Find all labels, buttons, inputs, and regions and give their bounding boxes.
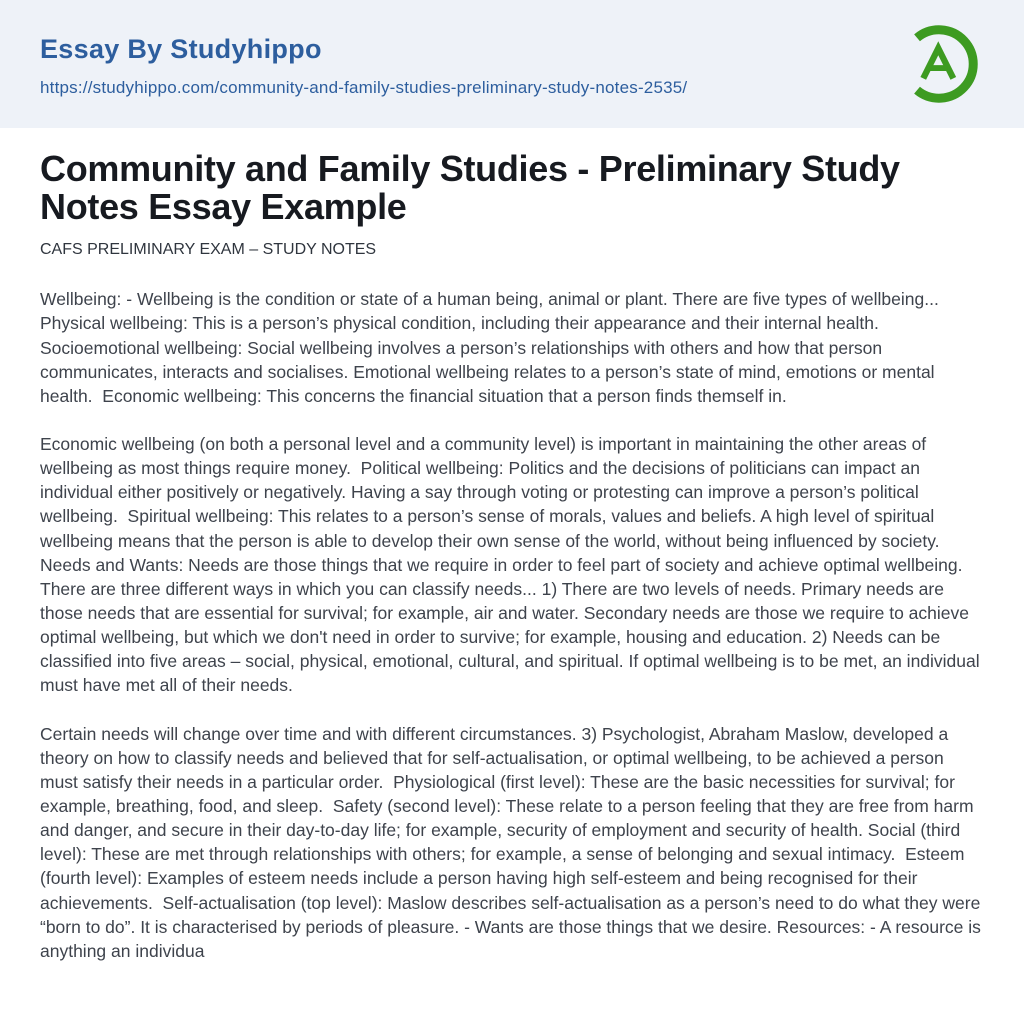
essay-paragraph: Economic wellbeing (on both a personal level and a community level) is important in maintaining the other areas of wellbeing as most things require money. Political wellbeing: Politics and the decisions of politicians can impact an individual either positively or negatively. Having a say through voting or protesting can improve a person’s political wellbeing. Spiritual wellbeing: This relates to a person’s sense of morals, values and beliefs. A high level of spiritual wellbeing means that the person is able to develop their own sense of the world, without being influenced by society. Needs and Wants: Needs are those things that we require in order to feel part of society and achieve optimal wellbeing. There are three different ways in which you can classify needs... 1) There are two levels of needs. Primary needs are those needs that are essential for survival; for example, air and water. Secondary needs are those we require to achieve optimal wellbeing, but which we don't need in order to survive; for example, housing and education. 2) Needs can be classified into five areas – social, physical, emotional, cultural, and spiritual. If optimal wellbeing is to be met, an individual must have met all of their needs. — [40, 434, 985, 696]
essay-body — [40, 287, 984, 963]
site-title: Essay By Studyhippo — [40, 34, 322, 64]
studyhippo-logo-icon — [894, 19, 984, 109]
page-header — [0, 0, 1024, 128]
header-text-block — [40, 30, 687, 98]
studyhippo-logo — [894, 19, 984, 109]
logo-letter-a-icon — [923, 48, 953, 78]
essay-content — [0, 128, 1024, 1027]
essay-paragraph: Wellbeing: - Wellbeing is the condition or state of a human being, animal or plant. There are five types of wellbeing... Physical wellbeing: This is a person’s physical condition, including their appearance and their internal health. Socioemotional wellbeing: Social wellbeing involves a person’s relationships with others and how that person communicates, interacts and socialises. Emotional wellbeing relates to a person’s state of mind, emotions or mental health. Economic wellbeing: This concerns the financial situation that a person finds themself in. — [40, 289, 949, 406]
essay-paragraph: Certain needs will change over time and with different circumstances. 3) Psychologist, Abraham Maslow, developed a theory on how to classify needs and believed that for self-actualisation, or optimal wellbeing, to be achieved a person must satisfy their needs in a particular order. Physiological (first level): These are the basic necessities for survival; for example, breathing, food, and sleep. Safety (second level): These relate to a person feeling that they are free from harm and danger, and secure in their day-to-day life; for example, security of employment and security of health. Social (third level): These are met through relationships with others; for example, a sense of belonging and sexual intimacy. Esteem (fourth level): Examples of esteem needs include a person having high self-esteem and being recognised for their achievements. Self-actualisation (top level): Maslow describes self-actualisation as a person’s need to do what they were “born to do”. It is characterised by periods of pleasure. - Wants are those things that we desire. Resources: - A resource is anything an individua — [40, 723, 986, 961]
essay-source-link[interactable]: https://studyhippo.com/community-and-family-studies-preliminary-study-notes-2535/ — [40, 78, 688, 97]
page-title: Community and Family Studies - Preliminary Study Notes Essay Example — [40, 148, 900, 228]
essay-subtitle: CAFS PRELIMINARY EXAM – STUDY NOTES — [40, 241, 377, 259]
